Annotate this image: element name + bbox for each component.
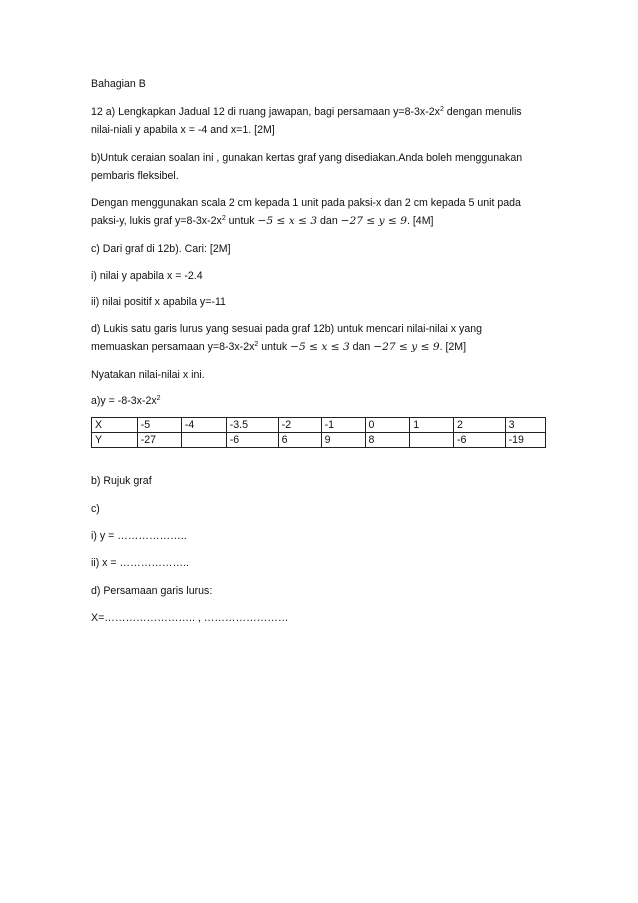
q12d-marks: . [2M] bbox=[439, 341, 467, 353]
q12a-text: 12 a) Lengkapkan Jadual 12 di ruang jawapan, bagi persamaan y=8-3x-2x bbox=[91, 106, 440, 118]
table-cell: 0 bbox=[365, 418, 410, 433]
question-12c-ii: ii) nilai positif x apabila y=-11 bbox=[91, 296, 226, 308]
table-cell: Y bbox=[92, 433, 138, 448]
q12b-dan: dan bbox=[317, 215, 341, 227]
answer-c-ii: ii) x = ……………….. bbox=[91, 557, 189, 569]
question-12b-line3: Dengan menggunakan scala 2 cm kepada 1 unit pada paksi-x dan 2 cm kepada 5 unit pada bbox=[91, 197, 521, 209]
q12b-text: paksi-y, lukis graf y=8-3x-2x bbox=[91, 215, 222, 227]
x-range-inequality: −5 ≤ x ≤ 3 bbox=[257, 215, 318, 227]
table-cell bbox=[181, 433, 226, 448]
table-cell: 2 bbox=[454, 418, 506, 433]
question-12d-line2 bbox=[91, 338, 466, 356]
q12d-dan: dan bbox=[349, 341, 374, 353]
section-heading: Bahagian B bbox=[91, 78, 146, 90]
table-cell: -2 bbox=[278, 418, 321, 433]
exponent: 2 bbox=[439, 106, 444, 113]
exponent: 2 bbox=[254, 341, 259, 348]
answer-table bbox=[91, 417, 546, 448]
table-cell: -4 bbox=[181, 418, 226, 433]
exponent: 2 bbox=[221, 215, 226, 222]
question-12b-line1: b)Untuk ceraian soalan ini , gunakan kertas graf yang disediakan.Anda boleh menggunakan bbox=[91, 152, 523, 164]
table-cell: 6 bbox=[278, 433, 321, 448]
table-cell: -5 bbox=[137, 418, 181, 433]
table-cell: -6 bbox=[454, 433, 506, 448]
question-12b-line2: pembaris fleksibel. bbox=[91, 170, 179, 182]
question-12a-line1 bbox=[91, 103, 522, 121]
table-cell: -19 bbox=[505, 433, 545, 448]
answer-a-label bbox=[91, 392, 161, 410]
question-12a-line2: nilai-niali y apabila x = -4 and x=1. [2M] bbox=[91, 124, 275, 136]
question-12c-i: i) nilai y apabila x = -2.4 bbox=[91, 270, 203, 282]
answer-d-x-values: X=…………………….. , …………………… bbox=[91, 612, 289, 624]
answer-c-i: i) y = ……………….. bbox=[91, 530, 187, 542]
table-cell: 9 bbox=[321, 433, 365, 448]
question-12b-line4 bbox=[91, 212, 433, 230]
answer-d: d) Persamaan garis lurus: bbox=[91, 585, 213, 597]
table-cell bbox=[410, 433, 454, 448]
q12a-text-end: dengan menulis bbox=[443, 106, 522, 118]
exponent: 2 bbox=[156, 395, 161, 402]
answer-b: b) Rujuk graf bbox=[91, 475, 152, 487]
table-cell: 1 bbox=[410, 418, 454, 433]
question-12d-line1: d) Lukis satu garis lurus yang sesuai pada graf 12b) untuk mencari nilai-nilai x yang bbox=[91, 323, 483, 335]
table-cell: 3 bbox=[505, 418, 545, 433]
table-cell: -6 bbox=[226, 433, 278, 448]
q12d-untuk: untuk bbox=[258, 341, 291, 353]
table-cell: X bbox=[92, 418, 138, 433]
q12d-text: memuaskan persamaan y=8-3x-2x bbox=[91, 341, 255, 353]
table-row-x bbox=[92, 418, 546, 433]
y-range-inequality: −27 ≤ y ≤ 9 bbox=[340, 215, 407, 227]
q12b-untuk: untuk bbox=[225, 215, 258, 227]
table-cell: -3.5 bbox=[226, 418, 278, 433]
answer-c: c) bbox=[91, 503, 100, 515]
y-range-inequality: −27 ≤ y ≤ 9 bbox=[373, 341, 440, 353]
table-row-y bbox=[92, 433, 546, 448]
question-12c: c) Dari graf di 12b). Cari: [2M] bbox=[91, 243, 231, 255]
table-cell: 8 bbox=[365, 433, 410, 448]
answer-a-text: a)y = -8-3x-2x bbox=[91, 395, 157, 407]
question-12d-line3: Nyatakan nilai-nilai x ini. bbox=[91, 369, 205, 381]
x-range-inequality: −5 ≤ x ≤ 3 bbox=[290, 341, 350, 353]
table-cell: -27 bbox=[137, 433, 181, 448]
table-cell: -1 bbox=[321, 418, 365, 433]
q12b-marks: . [4M] bbox=[406, 215, 434, 227]
